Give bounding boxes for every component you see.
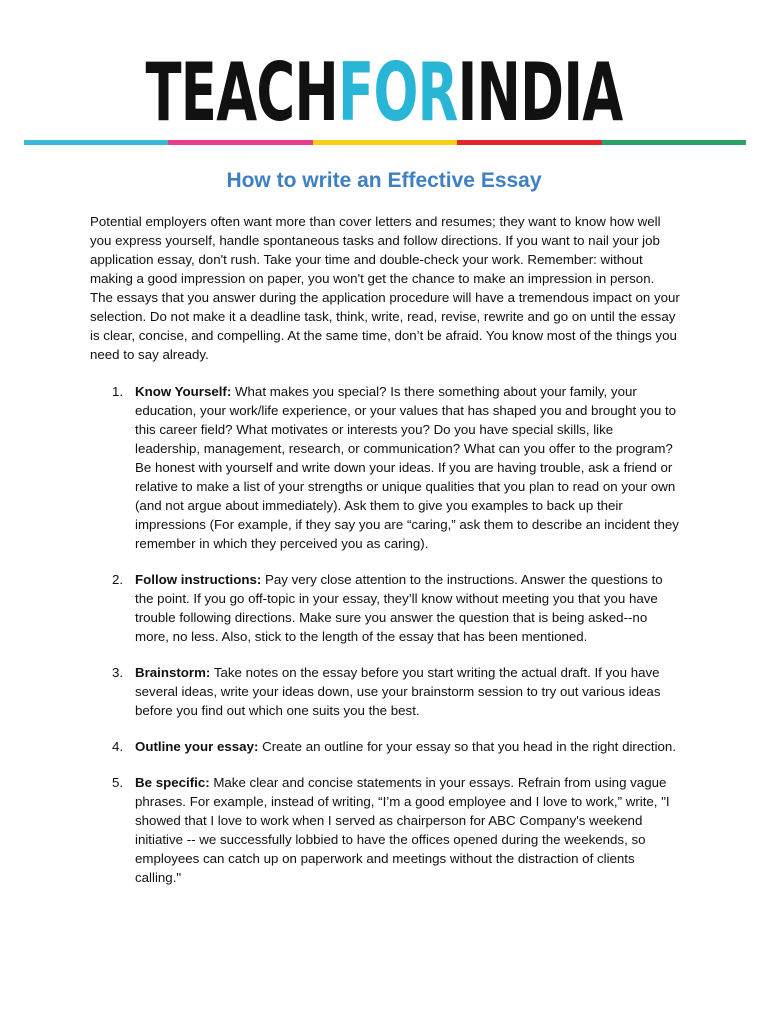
list-item-text: Create an outline for your essay so that you head in the right direction. xyxy=(258,739,677,754)
list-item xyxy=(90,663,680,720)
document-title: How to write an Effective Essay xyxy=(226,169,542,192)
logo-part-teach: TEACH xyxy=(145,46,339,139)
list-item-number: 4. xyxy=(112,739,124,754)
list-item-text: What makes you special? Is there something about your family, your education, your work/life experience, or your values that has shaped you and brought you to this career field? What motivates or interests you? Do you have special skills, like leadership, management, research, or communication? What can you offer to the program? Be honest with yourself and write down your ideas. If you are having trouble, ask a friend or relative to make a list of your strengths or unique qualities that you plan to read on your own (and not argue about immediately). Ask them to give you examples to back up their impressions (For example, if they say you are “caring,” ask them to describe an incident they remember in which they perceived you as caring). xyxy=(135,384,679,551)
list-item-text: Pay very close attention to the instructions. Answer the questions to the point. If you go off-topic in your essay, they’ll know without meeting you that you have trouble following directions. Make sure you answer the question that is being asked--no more, no less. Also, stick to the length of the essay that has been mentioned. xyxy=(135,572,663,644)
list-item xyxy=(90,737,680,756)
list-item xyxy=(90,570,680,646)
list-item-heading: Be specific: xyxy=(135,775,210,790)
list-item-text: Take notes on the essay before you start writing the actual draft. If you have several ideas, write your ideas down, use your brainstorm session to try out various ideas before you find out which one suits you the best. xyxy=(135,665,661,718)
logo-part-india: INDIA xyxy=(457,46,623,139)
list-item-heading: Outline your essay: xyxy=(135,739,259,754)
stripe-pink xyxy=(168,140,312,145)
tips-list xyxy=(90,382,680,904)
stripe-blue xyxy=(24,140,168,145)
stripe-green xyxy=(602,140,746,145)
intro-paragraph: Potential employers often want more than cover letters and resumes; they want to know how well you express yourself, handle spontaneous tasks and follow directions. If you want to nail your job application essay, don't rush. Take your time and double-check your work. Remember: without making a good impression on paper, you won't get the chance to make an impression in person. The essays that you answer during the application procedure will have a tremendous impact on your selection. Do not make it a deadline task, think, write, read, revise, rewrite and go on until the essay is clear, concise, and compelling. At the same time, don’t be afraid. You know most of the things you need to say already. xyxy=(90,214,680,362)
stripe-yellow xyxy=(313,140,457,145)
stripe-red xyxy=(457,140,601,145)
list-item-number: 1. xyxy=(112,384,124,399)
list-item xyxy=(90,382,680,553)
list-item-heading: Follow instructions: xyxy=(135,572,262,587)
list-item-number: 3. xyxy=(112,665,124,680)
teach-for-india-logo xyxy=(131,46,638,139)
list-item-heading: Know Yourself: xyxy=(135,384,232,399)
list-item-heading: Brainstorm: xyxy=(135,665,211,680)
logo-part-for: FOR xyxy=(338,46,458,139)
list-item xyxy=(90,773,680,887)
list-item-text: Make clear and concise statements in your essays. Refrain from using vague phrases. For example, instead of writing, “I’m a good employee and I love to work,” write, "I showed that I love to work when I served as chairperson for ABC Company's weekend initiative -- we successfully lobbied to have the offices opened during the weekends, so employees can catch up on paperwork and meetings without the distraction of clients calling." xyxy=(135,775,670,885)
list-item-number: 2. xyxy=(112,572,124,587)
color-stripe-divider xyxy=(24,140,746,145)
list-item-number: 5. xyxy=(112,775,124,790)
